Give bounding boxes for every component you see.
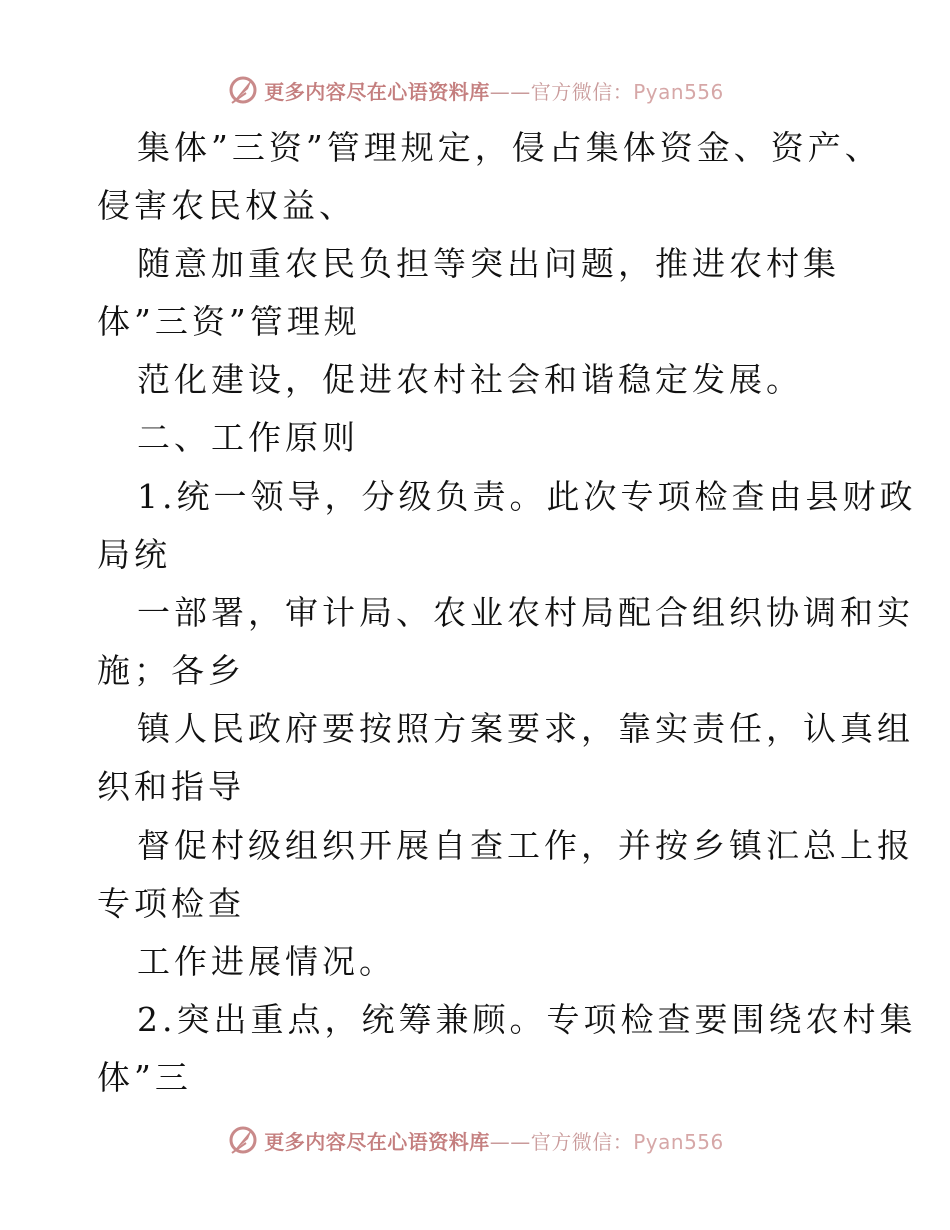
text-line: 工作进展情况。 [137,942,396,981]
watermark-text [264,1126,724,1155]
watermark-id: Pyan556 [633,79,724,104]
text-line: 范化建设，促进农村社会和谐稳定发展。 [137,360,803,399]
quill-logo-icon [226,73,260,107]
watermark-brand: 更多内容尽在心语资料库 [264,79,490,104]
watermark-id: Pyan556 [633,1129,724,1154]
watermark-contact: 官方微信： [530,79,634,104]
text-line: 镇人民政府要按照方案要求，靠实责任，认真组 [137,709,914,748]
text-line: 专项检查 [97,884,245,923]
watermark-dash: —— [489,79,531,104]
header-watermark [0,70,950,110]
quill-logo-icon [226,1123,260,1157]
footer-watermark [0,1120,950,1160]
text-line: 施；各乡 [97,651,245,690]
text-line: 1.统一领导，分级负责。此次专项检查由县财政 [137,477,917,516]
watermark-dash: —— [489,1129,531,1154]
watermark-contact: 官方微信： [530,1129,634,1154]
text-line: 体”三 [97,1058,192,1097]
watermark-brand: 更多内容尽在心语资料库 [264,1129,490,1154]
text-line: 体”三资”管理规 [97,302,361,341]
text-line: 集体”三资”管理规定，侵占集体资金、资产、 [137,128,882,167]
watermark-text [264,76,724,105]
section-heading: 二、工作原则 [137,418,359,457]
text-line: 侵害农民权益、 [97,186,356,225]
text-line: 督促村级组织开展自查工作，并按乡镇汇总上报 [137,826,914,865]
text-line: 织和指导 [97,767,245,806]
text-line: 2.突出重点，统筹兼顾。专项检查要围绕农村集 [137,1000,917,1039]
text-line: 随意加重农民负担等突出问题，推进农村集 [137,244,840,283]
text-line: 一部署，审计局、农业农村局配合组织协调和实 [137,593,914,632]
text-line: 局统 [97,535,171,574]
